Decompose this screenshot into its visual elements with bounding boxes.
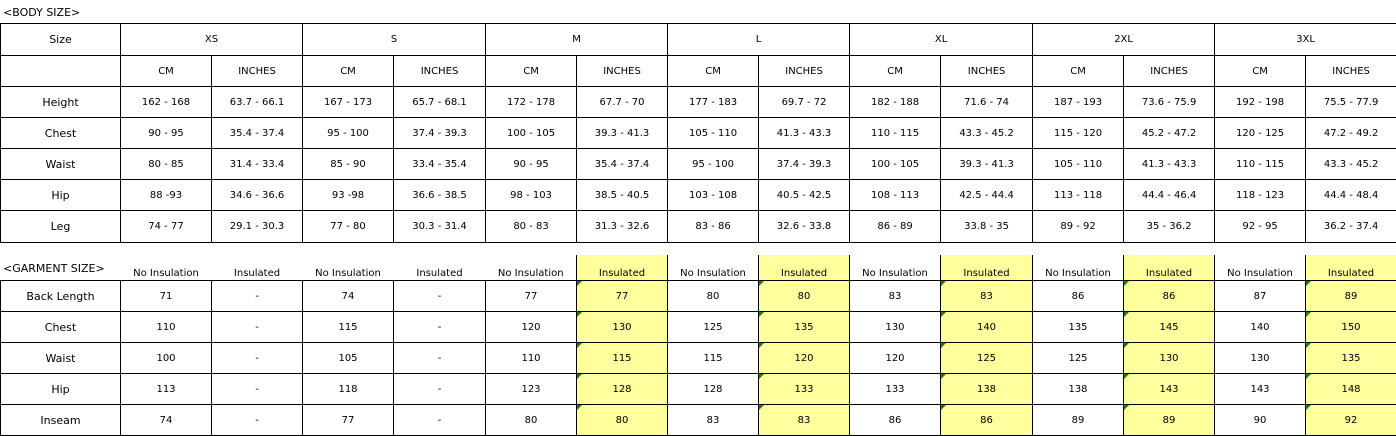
- body-cell: 65.7 - 68.1: [394, 87, 486, 118]
- body-cell: 33.8 - 35: [941, 211, 1033, 243]
- body-cell: 39.3 - 41.3: [577, 118, 668, 149]
- insulated-header: Insulated: [394, 255, 486, 281]
- no-insulation-header: No Insulation: [1033, 255, 1124, 281]
- garment-cell: -: [394, 281, 486, 312]
- garment-size-title: <GARMENT SIZE>: [3, 262, 105, 276]
- garment-cell: 110: [486, 343, 577, 374]
- garment-cell: 90: [1215, 405, 1306, 436]
- garment-cell: -: [212, 343, 303, 374]
- garment-cell: 143: [1215, 374, 1306, 405]
- body-cell: 88 -93: [121, 180, 212, 211]
- no-insulation-header: No Insulation: [850, 255, 941, 281]
- body-cell: 110 - 115: [850, 118, 941, 149]
- body-cell: 115 - 120: [1033, 118, 1124, 149]
- garment-cell: 77: [577, 281, 668, 312]
- unit-cm-header: CM: [1215, 56, 1306, 87]
- garment-row-label: Chest: [1, 312, 121, 343]
- body-cell: 35 - 36.2: [1124, 211, 1215, 243]
- size-s-header: S: [303, 24, 486, 56]
- garment-cell: 130: [1215, 343, 1306, 374]
- garment-cell: 86: [941, 405, 1033, 436]
- body-cell: 118 - 123: [1215, 180, 1306, 211]
- garment-cell: -: [394, 343, 486, 374]
- garment-cell: -: [212, 405, 303, 436]
- body-cell: 74 - 77: [121, 211, 212, 243]
- body-cell: 80 - 85: [121, 149, 212, 180]
- garment-header-row: [1, 255, 1396, 281]
- body-cell: 41.3 - 43.3: [1124, 149, 1215, 180]
- no-insulation-header: No Insulation: [668, 255, 759, 281]
- body-cell: 40.5 - 42.5: [759, 180, 850, 211]
- garment-cell: 100: [121, 343, 212, 374]
- size-xs-header: XS: [121, 24, 303, 56]
- garment-cell: 120: [759, 343, 850, 374]
- unit-cm-header: CM: [303, 56, 394, 87]
- body-cell: 33.4 - 35.4: [394, 149, 486, 180]
- body-cell: 192 - 198: [1215, 87, 1306, 118]
- garment-cell: 86: [1033, 281, 1124, 312]
- garment-row: [1, 281, 1396, 312]
- garment-cell: 135: [1033, 312, 1124, 343]
- body-cell: 103 - 108: [668, 180, 759, 211]
- body-cell: 108 - 113: [850, 180, 941, 211]
- garment-row: [1, 343, 1396, 374]
- body-cell: 83 - 86: [668, 211, 759, 243]
- garment-cell: -: [212, 312, 303, 343]
- body-cell: 95 - 100: [303, 118, 394, 149]
- body-cell: 113 - 118: [1033, 180, 1124, 211]
- garment-row-label: Waist: [1, 343, 121, 374]
- body-row: [1, 149, 1396, 180]
- size-label: Size: [1, 24, 121, 56]
- garment-cell: 120: [850, 343, 941, 374]
- body-cell: 30.3 - 31.4: [394, 211, 486, 243]
- garment-cell: 135: [759, 312, 850, 343]
- garment-cell: 125: [1033, 343, 1124, 374]
- unit-cm-header: CM: [850, 56, 941, 87]
- body-cell: 41.3 - 43.3: [759, 118, 850, 149]
- garment-cell: 140: [1215, 312, 1306, 343]
- body-row-label: Waist: [1, 149, 121, 180]
- garment-cell: 148: [1306, 374, 1396, 405]
- size-2xl-header: 2XL: [1033, 24, 1215, 56]
- body-cell: 37.4 - 39.3: [759, 149, 850, 180]
- garment-cell: 74: [121, 405, 212, 436]
- garment-cell: 125: [668, 312, 759, 343]
- body-cell: 120 - 125: [1215, 118, 1306, 149]
- garment-cell: 74: [303, 281, 394, 312]
- unit-inches-header: INCHES: [1124, 56, 1215, 87]
- body-cell: 100 - 105: [850, 149, 941, 180]
- unit-row-blank: [1, 56, 121, 87]
- body-cell: 36.6 - 38.5: [394, 180, 486, 211]
- body-cell: 44.4 - 48.4: [1306, 180, 1396, 211]
- body-row: [1, 180, 1396, 211]
- body-cell: 89 - 92: [1033, 211, 1124, 243]
- body-cell: 36.2 - 37.4: [1306, 211, 1396, 243]
- garment-header-blank: [1, 255, 121, 281]
- body-cell: 77 - 80: [303, 211, 394, 243]
- garment-cell: 89: [1306, 281, 1396, 312]
- garment-cell: 133: [759, 374, 850, 405]
- garment-row: [1, 312, 1396, 343]
- garment-cell: 138: [941, 374, 1033, 405]
- body-size-table: [0, 23, 1396, 243]
- garment-cell: 86: [850, 405, 941, 436]
- body-cell: 37.4 - 39.3: [394, 118, 486, 149]
- garment-cell: 80: [668, 281, 759, 312]
- body-cell: 38.5 - 40.5: [577, 180, 668, 211]
- garment-cell: 145: [1124, 312, 1215, 343]
- garment-cell: 77: [303, 405, 394, 436]
- unit-cm-header: CM: [668, 56, 759, 87]
- garment-cell: 130: [577, 312, 668, 343]
- no-insulation-header: No Insulation: [121, 255, 212, 281]
- garment-cell: 138: [1033, 374, 1124, 405]
- garment-cell: 113: [121, 374, 212, 405]
- body-cell: 34.6 - 36.6: [212, 180, 303, 211]
- no-insulation-header: No Insulation: [303, 255, 394, 281]
- unit-inches-header: INCHES: [212, 56, 303, 87]
- size-l-header: L: [668, 24, 850, 56]
- garment-cell: 83: [759, 405, 850, 436]
- body-cell: 42.5 - 44.4: [941, 180, 1033, 211]
- unit-inches-header: INCHES: [577, 56, 668, 87]
- garment-cell: 80: [577, 405, 668, 436]
- body-cell: 86 - 89: [850, 211, 941, 243]
- body-cell: 90 - 95: [121, 118, 212, 149]
- unit-header-row: [1, 56, 1396, 87]
- garment-row: [1, 405, 1396, 436]
- garment-cell: -: [394, 312, 486, 343]
- garment-row-label: Back Length: [1, 281, 121, 312]
- size-header-row: [1, 24, 1396, 56]
- garment-cell: 83: [941, 281, 1033, 312]
- body-row: [1, 87, 1396, 118]
- body-cell: 29.1 - 30.3: [212, 211, 303, 243]
- garment-cell: 105: [303, 343, 394, 374]
- garment-cell: 77: [486, 281, 577, 312]
- garment-cell: 128: [577, 374, 668, 405]
- garment-cell: 86: [1124, 281, 1215, 312]
- size-xl-header: XL: [850, 24, 1033, 56]
- garment-cell: 130: [1124, 343, 1215, 374]
- body-cell: 100 - 105: [486, 118, 577, 149]
- body-cell: 43.3 - 45.2: [941, 118, 1033, 149]
- garment-cell: 150: [1306, 312, 1396, 343]
- body-cell: 98 - 103: [486, 180, 577, 211]
- garment-cell: 133: [850, 374, 941, 405]
- body-cell: 31.3 - 32.6: [577, 211, 668, 243]
- body-cell: 75.5 - 77.9: [1306, 87, 1396, 118]
- body-cell: 167 - 173: [303, 87, 394, 118]
- unit-cm-header: CM: [121, 56, 212, 87]
- garment-cell: 115: [303, 312, 394, 343]
- body-cell: 105 - 110: [668, 118, 759, 149]
- body-cell: 177 - 183: [668, 87, 759, 118]
- body-cell: 43.3 - 45.2: [1306, 149, 1396, 180]
- insulated-header: Insulated: [577, 255, 668, 281]
- body-cell: 35.4 - 37.4: [577, 149, 668, 180]
- garment-cell: 110: [121, 312, 212, 343]
- body-cell: 35.4 - 37.4: [212, 118, 303, 149]
- body-cell: 162 - 168: [121, 87, 212, 118]
- body-cell: 67.7 - 70: [577, 87, 668, 118]
- garment-row-label: Inseam: [1, 405, 121, 436]
- body-cell: 85 - 90: [303, 149, 394, 180]
- body-row-label: Hip: [1, 180, 121, 211]
- unit-inches-header: INCHES: [941, 56, 1033, 87]
- garment-cell: 89: [1124, 405, 1215, 436]
- garment-cell: 89: [1033, 405, 1124, 436]
- insulated-header: Insulated: [1124, 255, 1215, 281]
- body-row: [1, 211, 1396, 243]
- garment-cell: -: [394, 374, 486, 405]
- body-cell: 172 - 178: [486, 87, 577, 118]
- body-cell: 44.4 - 46.4: [1124, 180, 1215, 211]
- insulated-header: Insulated: [941, 255, 1033, 281]
- garment-cell: 83: [850, 281, 941, 312]
- body-cell: 73.6 - 75.9: [1124, 87, 1215, 118]
- garment-cell: 128: [668, 374, 759, 405]
- body-cell: 32.6 - 33.8: [759, 211, 850, 243]
- body-cell: 93 -98: [303, 180, 394, 211]
- garment-cell: 71: [121, 281, 212, 312]
- body-cell: 69.7 - 72: [759, 87, 850, 118]
- body-size-title: <BODY SIZE>: [3, 6, 80, 20]
- body-row-label: Leg: [1, 211, 121, 243]
- size-3xl-header: 3XL: [1215, 24, 1396, 56]
- body-row-label: Height: [1, 87, 121, 118]
- unit-inches-header: INCHES: [394, 56, 486, 87]
- garment-cell: 80: [486, 405, 577, 436]
- garment-row-label: Hip: [1, 374, 121, 405]
- garment-cell: 123: [486, 374, 577, 405]
- garment-cell: 135: [1306, 343, 1396, 374]
- body-cell: 92 - 95: [1215, 211, 1306, 243]
- body-cell: 105 - 110: [1033, 149, 1124, 180]
- body-cell: 63.7 - 66.1: [212, 87, 303, 118]
- body-cell: 90 - 95: [486, 149, 577, 180]
- garment-cell: 115: [668, 343, 759, 374]
- garment-cell: 143: [1124, 374, 1215, 405]
- insulated-header: Insulated: [212, 255, 303, 281]
- garment-cell: 140: [941, 312, 1033, 343]
- garment-cell: -: [212, 281, 303, 312]
- unit-cm-header: CM: [1033, 56, 1124, 87]
- body-row: [1, 118, 1396, 149]
- body-cell: 95 - 100: [668, 149, 759, 180]
- garment-cell: -: [394, 405, 486, 436]
- garment-cell: 80: [759, 281, 850, 312]
- size-m-header: M: [486, 24, 668, 56]
- no-insulation-header: No Insulation: [486, 255, 577, 281]
- body-cell: 182 - 188: [850, 87, 941, 118]
- body-cell: 71.6 - 74: [941, 87, 1033, 118]
- body-row-label: Chest: [1, 118, 121, 149]
- insulated-header: Insulated: [759, 255, 850, 281]
- garment-size-table: [0, 255, 1396, 436]
- body-cell: 80 - 83: [486, 211, 577, 243]
- garment-cell: 115: [577, 343, 668, 374]
- insulated-header: Insulated: [1306, 255, 1396, 281]
- unit-cm-header: CM: [486, 56, 577, 87]
- garment-cell: 83: [668, 405, 759, 436]
- garment-cell: 130: [850, 312, 941, 343]
- garment-cell: 92: [1306, 405, 1396, 436]
- garment-cell: 120: [486, 312, 577, 343]
- unit-inches-header: INCHES: [1306, 56, 1396, 87]
- body-cell: 31.4 - 33.4: [212, 149, 303, 180]
- garment-cell: 87: [1215, 281, 1306, 312]
- no-insulation-header: No Insulation: [1215, 255, 1306, 281]
- body-cell: 47.2 - 49.2: [1306, 118, 1396, 149]
- body-cell: 110 - 115: [1215, 149, 1306, 180]
- garment-cell: 118: [303, 374, 394, 405]
- garment-cell: 125: [941, 343, 1033, 374]
- body-cell: 39.3 - 41.3: [941, 149, 1033, 180]
- body-cell: 187 - 193: [1033, 87, 1124, 118]
- body-cell: 45.2 - 47.2: [1124, 118, 1215, 149]
- garment-row: [1, 374, 1396, 405]
- unit-inches-header: INCHES: [759, 56, 850, 87]
- garment-cell: -: [212, 374, 303, 405]
